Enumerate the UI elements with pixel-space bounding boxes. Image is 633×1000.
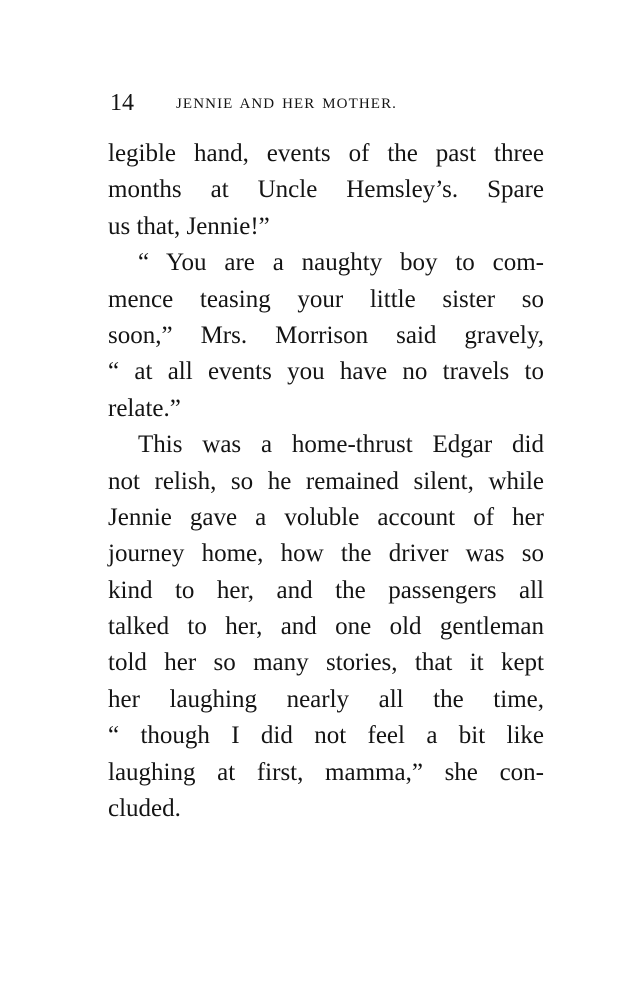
page-number: 14 <box>110 90 134 116</box>
text-line: not relish, so he remained silent, while <box>108 467 544 495</box>
text-line: journey home, how the driver was so <box>108 540 544 568</box>
paragraph-first-line: This was a home-thrust Edgar did <box>138 431 544 459</box>
text-line: Jennie gave a voluble account of her <box>108 503 544 531</box>
text-line: us that, Jennie!” <box>108 212 270 240</box>
text-line: legible hand, events of the past three <box>108 140 544 167</box>
running-header <box>108 88 548 118</box>
text-line: “ at all events you have no travels to <box>108 358 544 386</box>
body-text <box>108 136 544 827</box>
text-line: told her so many stories, that it kept <box>108 649 544 677</box>
text-line: cluded. <box>108 795 181 823</box>
text-line: “ though I did not feel a bit like <box>108 722 544 750</box>
running-title: JENNIE AND HER MOTHER. <box>176 96 398 112</box>
text-line: mence teasing your little sister so <box>108 285 544 313</box>
text-line: relate.” <box>108 394 181 422</box>
text-line: laughing at first, mamma,” she con- <box>108 758 544 786</box>
text-line: soon,” Mrs. Morrison said gravely, <box>108 321 544 349</box>
text-line: talked to her, and one old gentleman <box>108 613 544 641</box>
text-line: kind to her, and the passengers all <box>108 576 544 604</box>
paragraph-first-line: “ You are a naughty boy to com- <box>138 249 544 277</box>
text-line: her laughing nearly all the time, <box>108 685 544 713</box>
text-line: months at Uncle Hemsley’s. Spare <box>108 176 544 204</box>
